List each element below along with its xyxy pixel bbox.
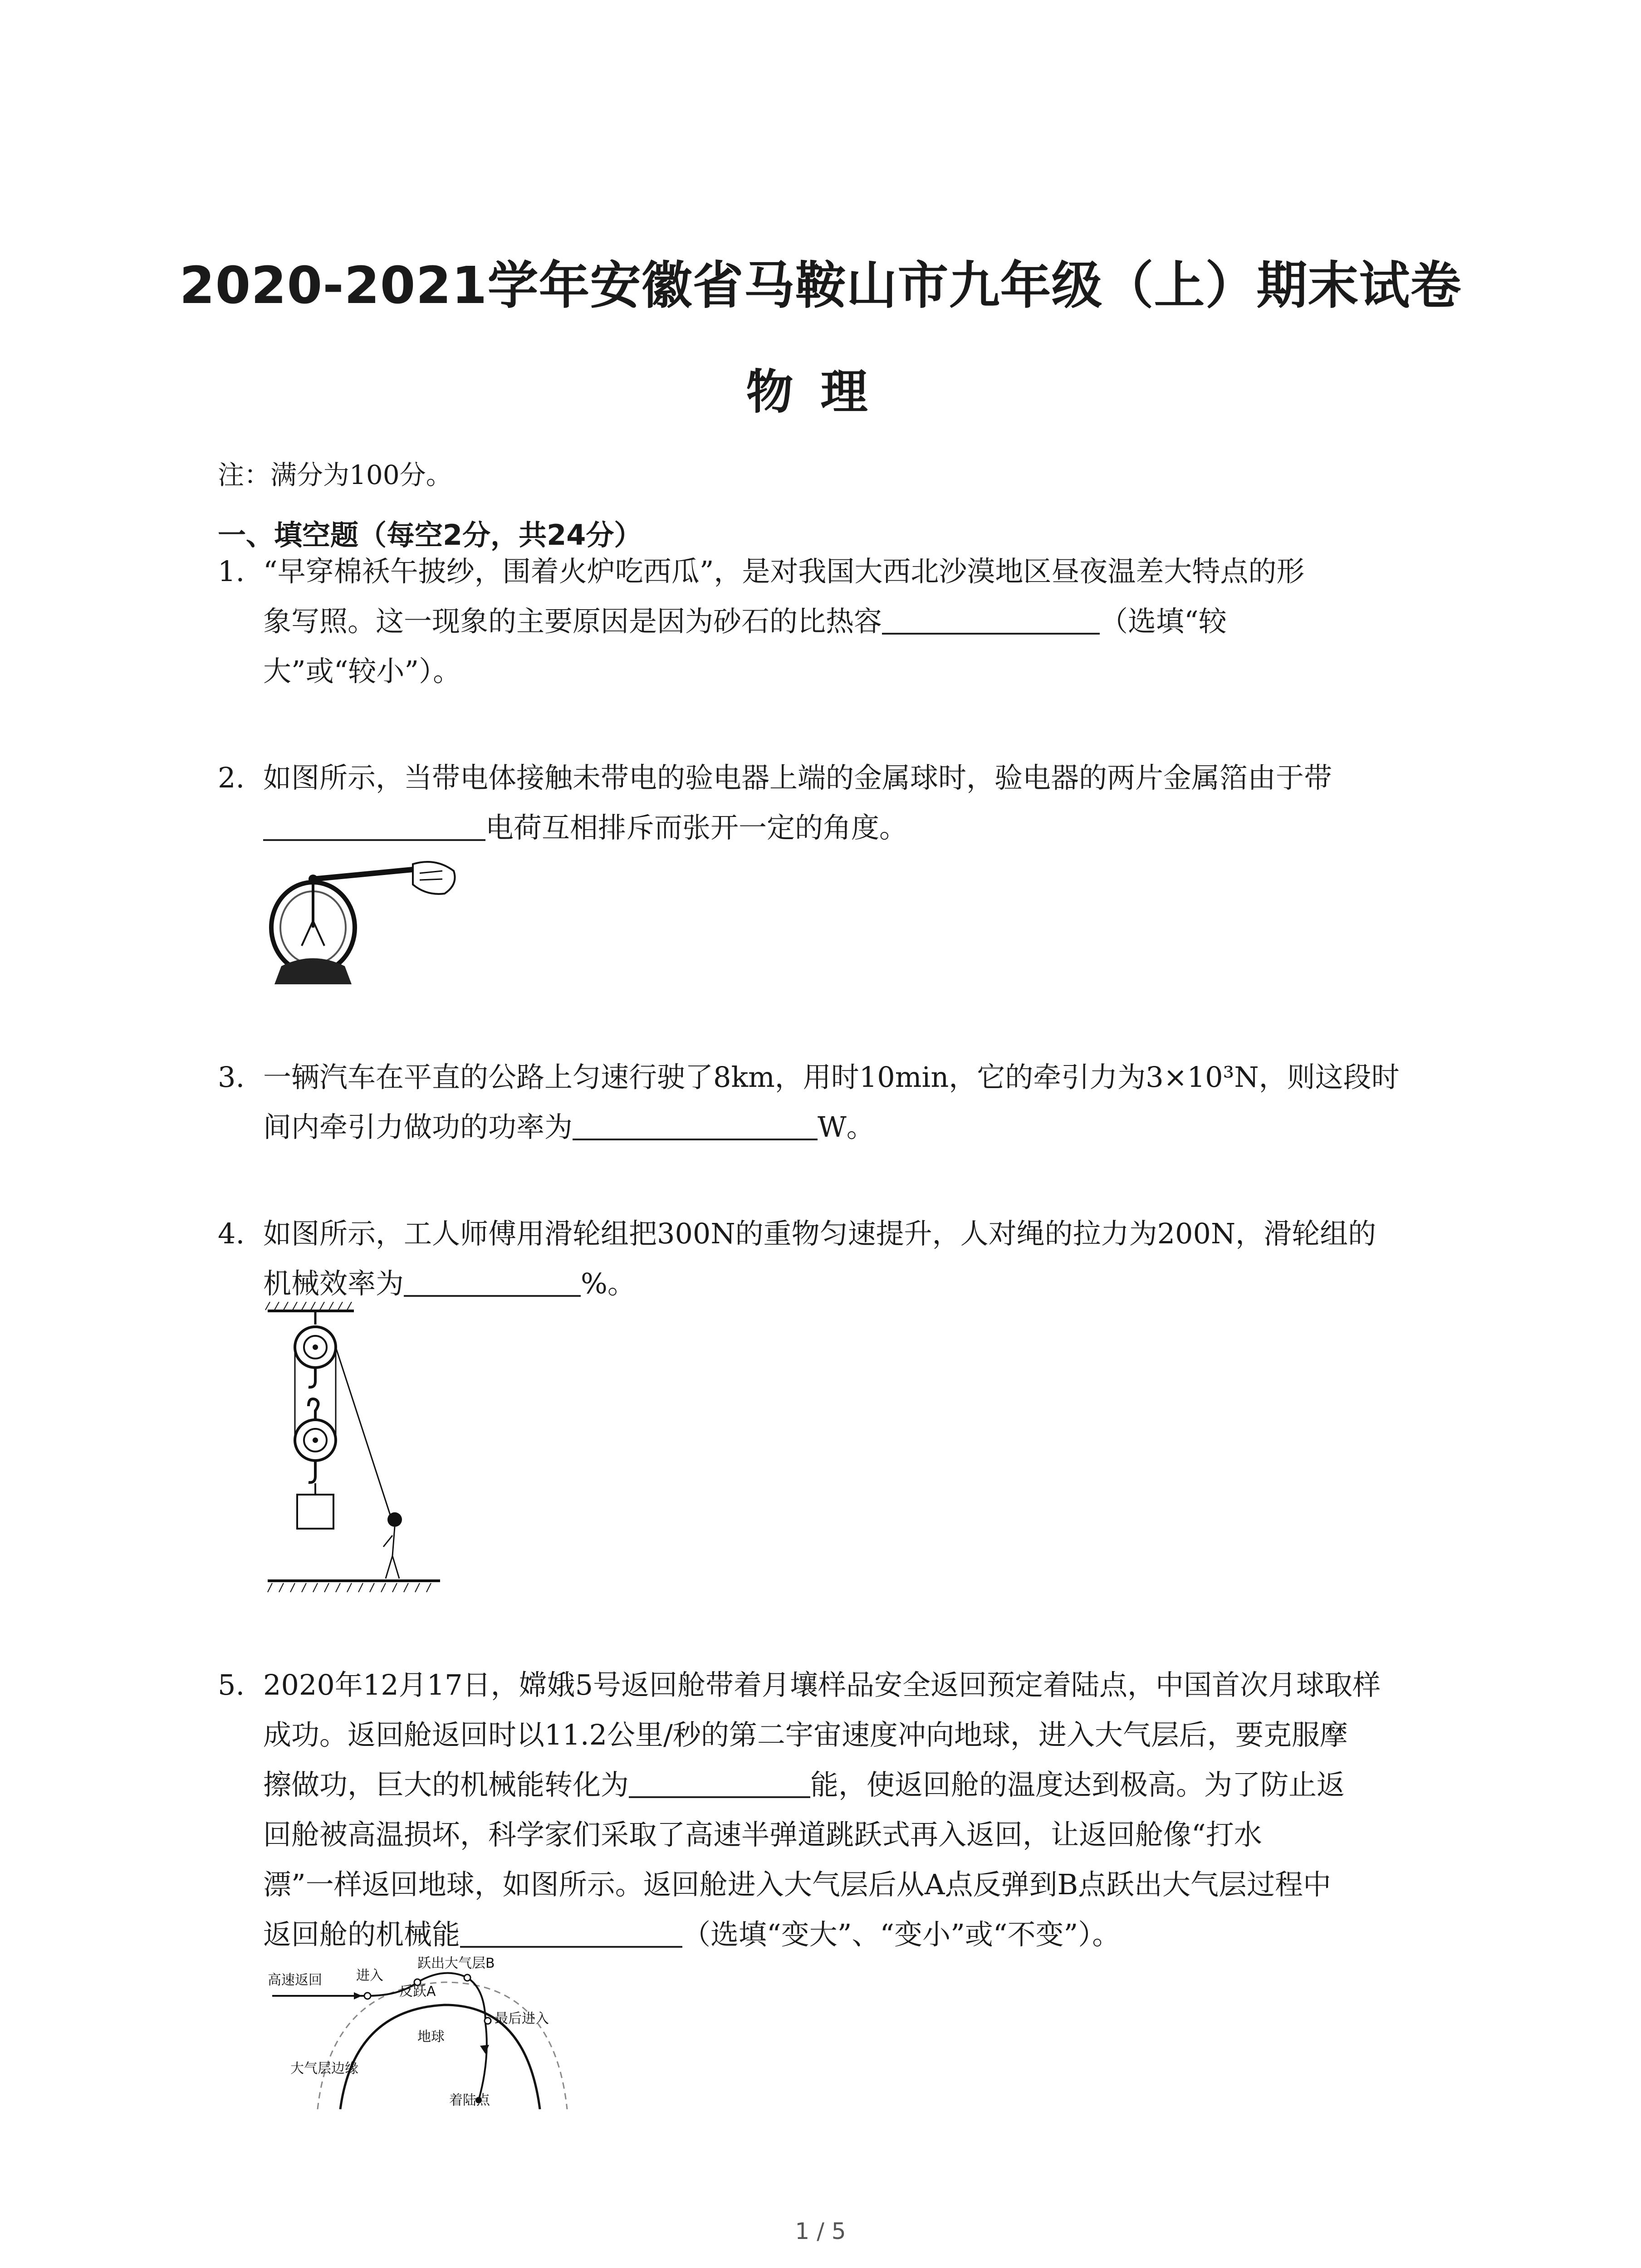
question-text: 擦做功，巨大的机械能转化为 bbox=[263, 1768, 629, 1801]
section-heading: 一、填空题（每空2分，共24分） bbox=[218, 518, 642, 552]
pulley-figure bbox=[263, 1302, 467, 1619]
answer-blank[interactable] bbox=[263, 807, 485, 841]
question-text: “早穿棉袄午披纱，围着火炉吃西瓜”，是对我国大西北沙漠地区昼夜温差大特点的形 bbox=[263, 555, 1305, 588]
question-1 bbox=[218, 547, 1452, 696]
question-text: 大”或“较小”）。 bbox=[263, 655, 461, 688]
question-text: 间内牵引力做功的功率为 bbox=[263, 1110, 573, 1144]
question-4 bbox=[218, 1209, 1452, 1309]
question-5 bbox=[218, 1660, 1452, 1960]
question-number: 5. bbox=[218, 1668, 245, 1701]
label-bounce-a: 反跃A bbox=[399, 1984, 436, 1999]
question-text: 一辆汽车在平直的公路上匀速行驶了8km，用时10min，它的牵引力为3×10³N，则这段时 bbox=[263, 1061, 1400, 1094]
label-landing: 着陆点 bbox=[449, 2092, 490, 2108]
score-note: 注：满分为100分。 bbox=[218, 459, 452, 490]
subject-title: 物理 bbox=[746, 364, 895, 420]
question-number: 3. bbox=[218, 1061, 245, 1094]
label-earth: 地球 bbox=[417, 2029, 445, 2045]
exam-title: 2020-2021学年安徽省马鞍山市九年级（上）期末试卷 bbox=[179, 256, 1462, 315]
question-text: 成功。返回舱返回时以11.2公里/秒的第二宇宙速度冲向地球，进入大气层后，要克服摩 bbox=[263, 1718, 1348, 1751]
question-text: 2020年12月17日，嫦娥5号返回舱带着月壤样品安全返回预定着陆点，中国首次月球取样 bbox=[263, 1668, 1381, 1701]
question-text: 象写照。这一现象的主要原因是因为砂石的比热容 bbox=[263, 605, 882, 638]
question-2 bbox=[218, 753, 1452, 853]
question-text: 电荷互相排斥而张开一定的角度。 bbox=[485, 811, 908, 844]
question-text: （选填“变大”、“变小”或“不变”）。 bbox=[682, 1918, 1121, 1951]
question-text: 如图所示，当带电体接触未带电的验电器上端的金属球时，验电器的两片金属箔由于带 bbox=[263, 761, 1332, 794]
question-number: 2. bbox=[218, 761, 245, 794]
question-text: 回舱被高温损坏，科学家们采取了高速半弹道跳跃式再入返回，让返回舱像“打水 bbox=[263, 1818, 1262, 1851]
label-final-entry: 最后进入 bbox=[495, 2011, 549, 2027]
question-number: 4. bbox=[218, 1217, 245, 1250]
answer-blank[interactable] bbox=[404, 1263, 581, 1297]
label-high-speed-return: 高速返回 bbox=[268, 1972, 322, 1988]
question-text: （选填“较 bbox=[1100, 605, 1227, 638]
answer-blank[interactable] bbox=[460, 1914, 682, 1948]
question-3 bbox=[218, 1052, 1452, 1152]
label-enter: 进入 bbox=[356, 1968, 383, 1984]
answer-blank[interactable] bbox=[573, 1107, 818, 1140]
electroscope-figure bbox=[263, 853, 481, 1002]
answer-blank[interactable] bbox=[882, 601, 1100, 635]
page-number: 1 / 5 bbox=[795, 2218, 846, 2244]
question-text: 机械效率为 bbox=[263, 1267, 404, 1300]
question-text: W。 bbox=[818, 1110, 875, 1144]
label-exit-b: 跃出大气层B bbox=[417, 1955, 495, 1971]
question-text: %。 bbox=[581, 1267, 636, 1300]
label-atmosphere-edge: 大气层边缘 bbox=[290, 2061, 358, 2077]
question-text: 能，使返回舱的温度达到极高。为了防止返 bbox=[810, 1768, 1345, 1801]
question-text: 如图所示，工人师傅用滑轮组把300N的重物匀速提升，人对绳的拉力为200N，滑轮组的 bbox=[263, 1217, 1376, 1250]
reentry-trajectory-figure bbox=[263, 1955, 608, 2109]
question-number: 1. bbox=[218, 555, 245, 588]
question-text: 返回舱的机械能 bbox=[263, 1918, 460, 1951]
question-text: 漂”一样返回地球，如图所示。返回舱进入大气层后从A点反弹到B点跃出大气层过程中 bbox=[263, 1868, 1332, 1901]
answer-blank[interactable] bbox=[629, 1765, 810, 1798]
